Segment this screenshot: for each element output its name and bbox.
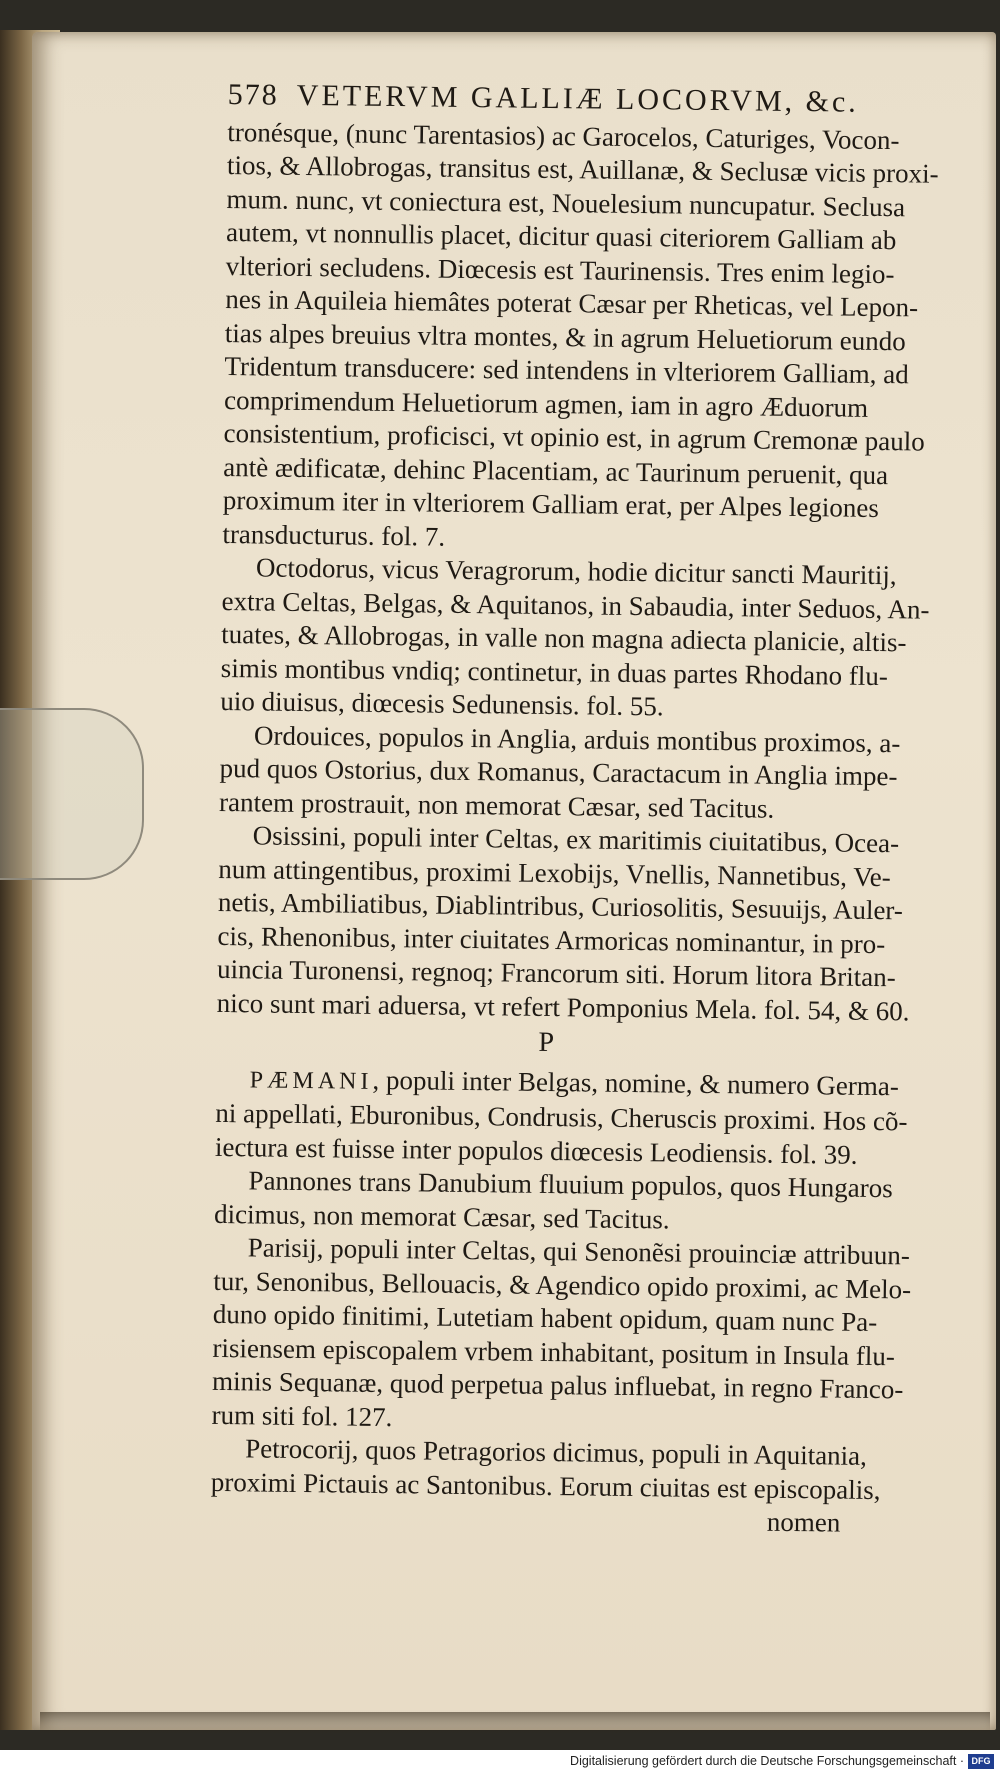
text-line: tronésque, (nunc Tarentasios) ac Garocelos, Caturiges, Vocon- xyxy=(227,116,900,155)
text-line: Pannones trans Danubium fluuium populos, quos Hungaros xyxy=(248,1165,893,1204)
digitization-footer xyxy=(0,1750,1000,1775)
text-line: iectura est fuisse inter populos diœcesis Leodiensis. fol. 39. xyxy=(214,1131,858,1170)
text-line: tur, Senonibus, Bellouacis, & Agendico opido proximi, ac Melo- xyxy=(213,1265,912,1304)
text-line: Osissini, populi inter Celtas, ex maritimis ciuitatibus, Ocea- xyxy=(252,820,900,859)
text-line: minis Sequanæ, quod perpetua palus influebat, in regno Franco- xyxy=(211,1365,904,1405)
text-line: transducturus. fol. 7. xyxy=(222,518,446,552)
paragraph-osissini xyxy=(216,819,958,1029)
text-line: rantem prostrauit, non memorat Cæsar, sed Tacitus. xyxy=(218,786,775,824)
text-line: rum siti fol. 127. xyxy=(211,1399,393,1432)
text-line: Petrocorij, quos Petragorios dicimus, populi in Aquitania, xyxy=(245,1433,868,1471)
text-line: vlteriori secludens. Diœcesis est Taurinensis. Tres enim legio- xyxy=(225,250,895,289)
catchword: nomen xyxy=(766,1506,841,1538)
paragraph-pannones xyxy=(214,1164,955,1240)
text-line: risiensem episcopalem vrbem inhabitant, positum in Insula flu- xyxy=(212,1332,895,1371)
page-number: 578 xyxy=(227,78,279,112)
section-letter: P xyxy=(538,1026,555,1059)
paragraph-paemani xyxy=(215,1061,956,1173)
paragraph-ordouices xyxy=(219,718,960,828)
text-line: uio diuisus, diœcesis Sedunensis. fol. 55. xyxy=(220,685,664,722)
text-line: autem, vt nonnullis placet, dicitur quasi citeriorem Galliam ab xyxy=(225,216,897,256)
text-line: comprimendum Heluetiorum agmen, iam in agro Æduorum xyxy=(223,384,869,423)
paragraph-petrocorij xyxy=(211,1432,952,1508)
page-text xyxy=(210,78,968,1541)
text-line: antè ædificatæ, dehinc Placentiam, ac Taurinum peruenit, qua xyxy=(223,451,889,490)
paragraph-octodorus xyxy=(220,551,962,728)
text-line: num attingentibus, proximi Lexobijs, Vnellis, Nannetibus, Ve- xyxy=(218,853,891,892)
text-line: tios, & Allobrogas, transitus est, Auillanæ, & Seclusæ vicis proxi- xyxy=(226,149,939,189)
text-line: nico sunt mari aduersa, vt refert Pomponius Mela. fol. 54, & 60. xyxy=(216,987,910,1026)
text-line: Tridentum transducere: sed intendens in vlteriorem Galliam, ad xyxy=(224,350,909,390)
text-line: extra Celtas, Belgas, & Aquitanos, in Sabaudia, inter Seduos, An- xyxy=(221,585,930,625)
text-line: simis montibus vndiq; continetur, in duas partes Rhodano flu- xyxy=(220,652,889,691)
running-title: VETERVM GALLIÆ LOCORVM, &c. xyxy=(296,78,859,119)
text-line: dicimus, non memorat Cæsar, sed Tacitus. xyxy=(213,1198,670,1234)
paragraph-parisij xyxy=(211,1231,953,1441)
paragraph-1 xyxy=(222,115,967,560)
text-line: duno opido finitimi, Lutetiam habent opidum, quam nunc Pa- xyxy=(212,1298,878,1338)
text-line: pud quos Ostorius, dux Romanus, Caractacum in Anglia impe- xyxy=(219,752,898,792)
text-line: tias alpes breuius vltra montes, & in agrum Heluetiorum eundo xyxy=(224,317,906,356)
text-line: proximum iter in vlteriorem Galliam erat, per Alpes legiones xyxy=(222,484,880,523)
text-line: ni appellati, Eburonibus, Condrusis, Cheruscis proximi. Hos cõ- xyxy=(215,1097,908,1137)
text-line: Ordouices, populos in Anglia, arduis montibus proximos, a- xyxy=(253,719,901,758)
text-run: , populi inter Belgas, nomine, & numero Germa- xyxy=(372,1064,899,1101)
page-shadow xyxy=(40,1712,990,1734)
text-line: cis, Rhenonibus, inter ciuitates Armoricas nominantur, in pro- xyxy=(217,920,886,959)
text-line: consistentium, proficisci, vt opinio est, in agrum Cremonæ paulo xyxy=(223,417,925,457)
funding-credit: Digitalisierung gefördert durch die Deutsche Forschungsgemeinschaft · xyxy=(570,1754,964,1768)
text-line: tuates, & Allobrogas, in valle non magna adiecta planicie, altis- xyxy=(221,618,907,658)
text-line: netis, Ambiliatibus, Diablintribus, Curiosolitis, Sesuuijs, Auler- xyxy=(217,886,904,926)
entry-lead: PÆMANI xyxy=(249,1066,373,1095)
text-line: Octodorus, vicus Veragrorum, hodie dicitur sancti Mauritij, xyxy=(255,552,897,591)
text-line: Parisij, populi inter Celtas, qui Senonẽsi prouinciæ attribuun- xyxy=(247,1232,911,1271)
text-line: nes in Aquileia hiemâtes poterat Cæsar per Rheticas, vel Lepon- xyxy=(225,283,919,323)
text-line: proximi Pictauis ac Santonibus. Eorum ciuitas est episcopalis, xyxy=(210,1466,881,1505)
page-clip xyxy=(0,708,144,880)
text-line: uincia Turonensi, regnoq; Francorum siti. Horum litora Britan- xyxy=(216,953,896,993)
dfg-logo-icon: DFG xyxy=(968,1754,994,1769)
text-line: mum. nunc, vt coniectura est, Nouelesium nuncupatur. Seclusa xyxy=(226,183,906,222)
